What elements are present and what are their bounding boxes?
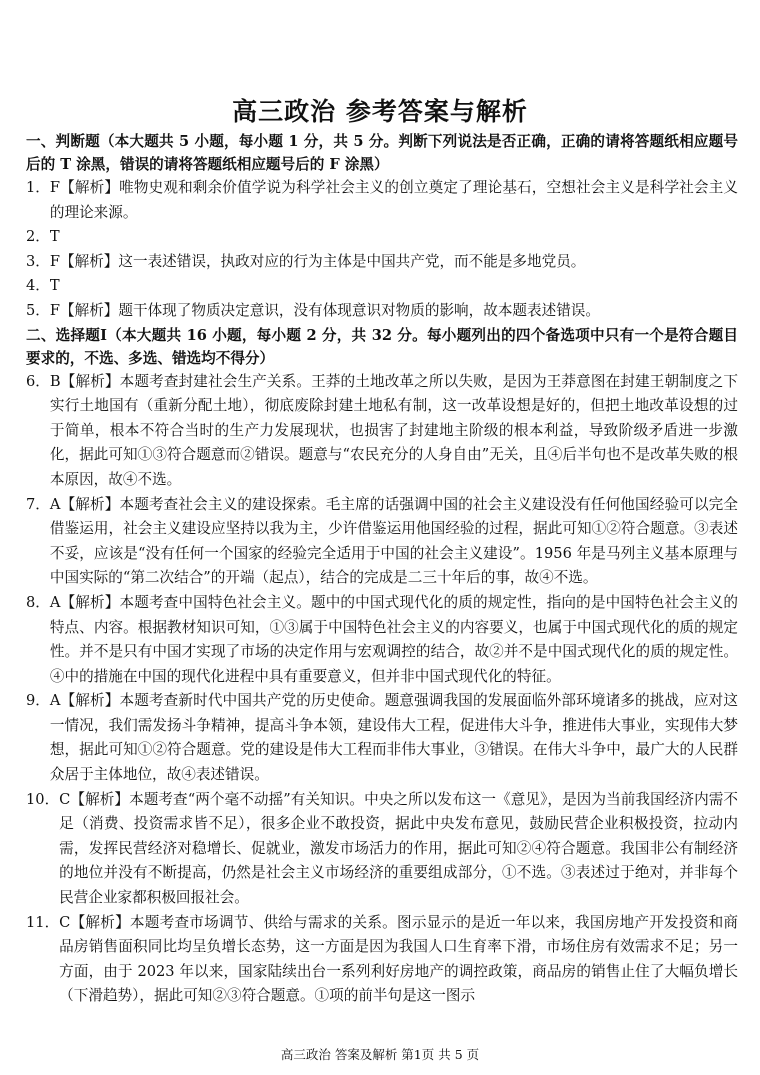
answer-item bbox=[26, 176, 738, 225]
item-number: 5． bbox=[26, 301, 50, 319]
page-title: 高三政治 参考答案与解析 bbox=[232, 97, 528, 126]
answer-content bbox=[26, 130, 738, 1009]
item-text: A【解析】本题考查社会主义的建设探索。毛主席的话强调中国的社会主义建设没有任何他国经验可以完全借鉴运用，社会主义建设应坚持以我为主，少许借鉴运用他国经验的过程，据此可知①②符合题意。③表述不妥，应该是“没有任何一个国家的经验完全适用于中国的社会主义建设”。1956 年是马列主义基本原理与中国实际的“第二次结合”的开端（起点），结合的完成是二三十年后的事，故④不选。 bbox=[49, 495, 738, 587]
item-text: A【解析】本题考查新时代中国共产党的历史使命。题意强调我国的发展面临外部环境诸多的挑战，应对这一情况，我们需发扬斗争精神，提高斗争本领，建设伟大工程，促进伟大斗争，推进伟大事业，实现伟大梦想，据此可知①②符合题意。党的建设是伟大工程而非伟大事业，③错误。在伟大斗争中，最广大的人民群众居于主体地位，故④表述错误。 bbox=[49, 692, 738, 784]
item-text: B【解析】本题考查封建社会生产关系。王莽的土地改革之所以失败，是因为王莽意图在封建王朝制度之下实行土地国有（重新分配土地），彻底废除封建土地私有制，这一改革设想是好的，但把土地改革设想的过于简单，根本不符合当时的生产力发展现状，也损害了封建地主阶级的根本利益，导致阶级矛盾进一步激化，据此可知①③符合题意而②错误。题意与“农民充分的人身自由”无关，且④后半句也不是改革失败的根本原因，故④不选。 bbox=[49, 372, 738, 488]
item-number: 8． bbox=[26, 593, 50, 611]
item-number: 4． bbox=[26, 277, 50, 295]
page-footer: 高三政治 答案及解析 第1页 共 5 页 bbox=[280, 1047, 480, 1062]
item-number: 3． bbox=[26, 252, 50, 270]
item-number: 10． bbox=[26, 790, 60, 808]
item-text: A【解析】本题考查中国特色社会主义。题中的中国式现代化的质的规定性，指向的是中国特色社会主义的特点、内容。根据教材知识可知，①③属于中国特色社会主义的内容要义，也属于中国式现代化的质的规定性。并不是只有中国才实现了市场的决定作用与宏观调控的结合，故②并不是中国式现代化的质的规定性。④中的措施在中国的现代化进程中具有重要意义，但并非中国式现代化的特征。 bbox=[49, 593, 738, 685]
item-number: 6． bbox=[26, 372, 50, 390]
item-text: C【解析】本题考查市场调节、供给与需求的关系。图示显示的是近一年以来，我国房地产开发投资和商品房销售面积同比均呈负增长态势，这一方面是因为我国人口生育率下滑，市场住房有效需求不足；另一方面，由于 2023 年以来，国家陆续出台一系列利好房地产的调控政策，商品房的销售止住了大幅负增长（下滑趋势），据此可知②③符合题意。①项的前半句是这一图示 bbox=[59, 913, 738, 1005]
answer-item bbox=[26, 788, 738, 911]
item-text: F【解析】题干体现了物质决定意识，没有体现意识对物质的影响，故本题表述错误。 bbox=[49, 301, 600, 319]
answer-item bbox=[26, 299, 738, 324]
item-number: 11． bbox=[26, 913, 60, 931]
item-number: 7． bbox=[26, 495, 50, 513]
item-text: C【解析】本题考查“两个毫不动摇”有关知识。中央之所以发布这一《意见》，是因为当前我国经济内需不足（消费、投资需求皆不足），很多企业不敢投资，据此中央发布意见，鼓励民营企业积极投资，拉动内需，发挥民营经济对稳增长、促就业，激发市场活力的作用，据此可知②④符合题意。我国非公有制经济的地位并没有不断提高，仍然是社会主义市场经济的重要组成部分，①不选。③表述过于绝对，并非每个民营企业家都积极回报社会。 bbox=[59, 790, 738, 907]
answer-item bbox=[26, 591, 738, 689]
answer-item bbox=[26, 225, 738, 250]
item-number: 9． bbox=[26, 692, 50, 710]
item-number: 1． bbox=[26, 179, 50, 196]
section-heading-choice: 二、选择题Ⅰ（本大题共 16 小题，每小题 2 分，共 32 分。每小题列出的四个备选项中只有一个是符合题目要求的，不选、多选、错选均不得分） bbox=[26, 326, 738, 367]
answer-item bbox=[26, 493, 738, 591]
answer-item bbox=[26, 689, 738, 787]
answer-item bbox=[26, 370, 738, 493]
item-number: 2． bbox=[26, 228, 50, 246]
answer-item bbox=[26, 250, 738, 275]
section-heading-judgment: 一、判断题（本大题共 5 小题，每小题 1 分，共 5 分。判断下列说法是否正确，正确的请将答题纸相应题号后的 T 涂黑，错误的请将答题纸相应题号后的 F 涂黑） bbox=[26, 133, 738, 173]
item-text: T bbox=[49, 228, 60, 246]
answer-item bbox=[26, 911, 738, 1009]
answer-item bbox=[26, 274, 738, 299]
item-text: F【解析】唯物史观和剩余价值学说为科学社会主义的创立奠定了理论基石，空想社会主义是科学社会主义的理论来源。 bbox=[49, 179, 738, 221]
item-text: F【解析】这一表述错误，执政对应的行为主体是中国共产党，而不能是多地党员。 bbox=[49, 252, 586, 270]
item-text: T bbox=[49, 277, 60, 295]
